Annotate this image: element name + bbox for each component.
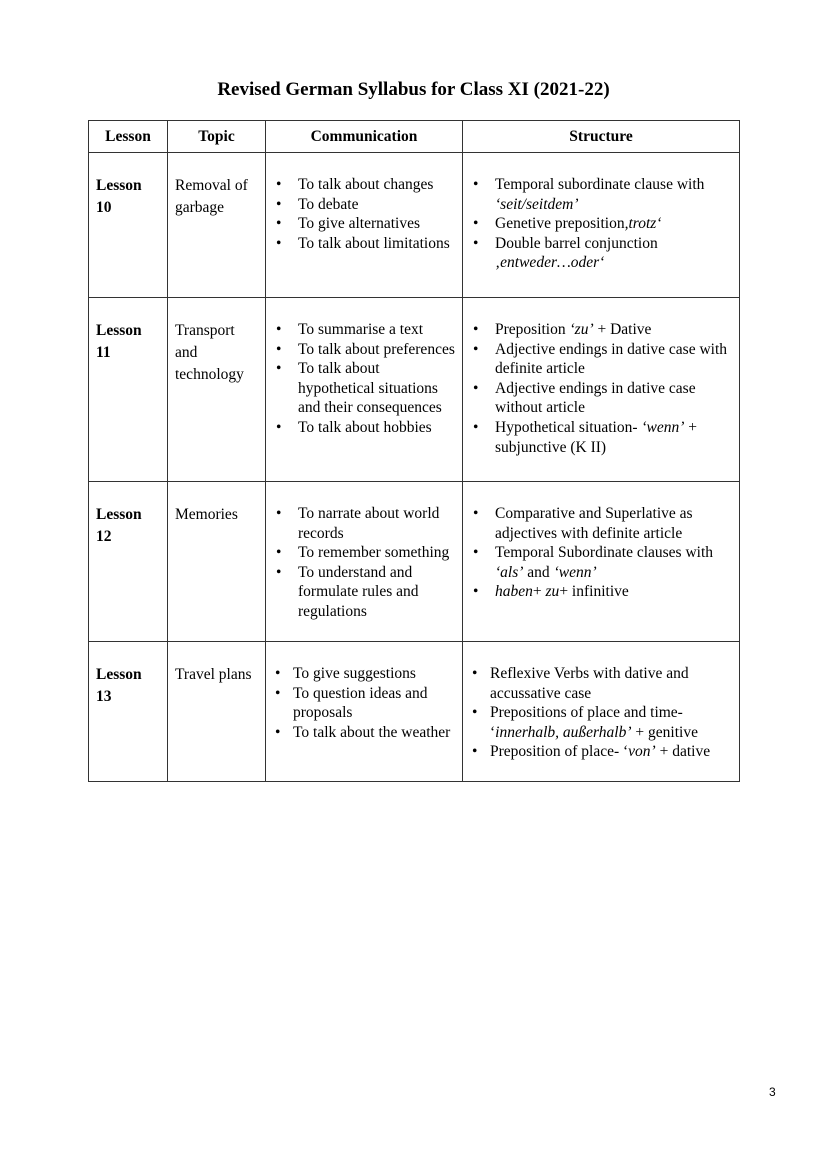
list-item: • To talk about limitations xyxy=(298,234,455,254)
italic-term: ‘wenn’ xyxy=(641,418,685,436)
list-item: • To talk about changes xyxy=(298,175,455,195)
italic-term: zu xyxy=(545,583,560,601)
communication-list xyxy=(273,320,455,438)
topic-cell: Transport and technology xyxy=(168,298,266,482)
list-item: • To talk about hobbies xyxy=(298,418,455,438)
list-item: • To talk about the weather xyxy=(293,723,455,743)
list-item: • Preposition ‘zu’ + Dative xyxy=(495,320,732,340)
italic-term: ‘seit/seitdem’ xyxy=(495,195,579,213)
lesson-cell: Lesson 10 xyxy=(89,153,168,298)
italic-term: von’ xyxy=(628,743,656,761)
list-item: • To give alternatives xyxy=(298,214,455,234)
list-item: • To narrate about world records xyxy=(298,504,455,543)
communication-cell xyxy=(266,153,463,298)
list-item: • To summarise a text xyxy=(298,320,455,340)
list-item: • haben+ zu+ infinitive xyxy=(495,582,732,602)
header-lesson: Lesson xyxy=(89,121,168,153)
list-item: • To debate xyxy=(298,195,455,215)
communication-list xyxy=(273,664,455,742)
list-item: • Hypothetical situation- ‘wenn’ + subjunctive (K II) xyxy=(495,418,732,457)
list-item: • Adjective endings in dative case without article xyxy=(495,379,732,418)
list-item: • Preposition of place- ‘von’ + dative xyxy=(490,742,732,762)
table-row xyxy=(89,298,740,482)
structure-cell xyxy=(463,482,740,642)
list-item: • Comparative and Superlative as adjectives with definite article xyxy=(495,504,732,543)
italic-term: ‘als’ xyxy=(495,563,524,581)
structure-cell xyxy=(463,642,740,782)
table-header-row xyxy=(89,121,740,153)
table-row xyxy=(89,642,740,782)
italic-term: ‘zu’ xyxy=(569,321,594,338)
italic-term: ‚entweder…oder‘ xyxy=(495,254,605,272)
list-item: • To question ideas and proposals xyxy=(293,684,455,723)
topic-cell: Memories xyxy=(168,482,266,642)
communication-cell xyxy=(266,298,463,482)
list-item: • To understand and formulate rules and regulations xyxy=(298,563,455,622)
list-item: • Prepositions of place and time- ‘innerhalb, außerhalb’ + genitive xyxy=(490,703,732,742)
list-item: • Adjective endings in dative case with definite article xyxy=(495,340,732,379)
italic-term: ‘wenn’ xyxy=(553,563,597,581)
list-item: • To remember something xyxy=(298,543,455,563)
header-communication: Communication xyxy=(266,121,463,153)
lesson-cell: Lesson 13 xyxy=(89,642,168,782)
topic-cell: Travel plans xyxy=(168,642,266,782)
communication-list xyxy=(273,504,455,622)
list-item: • To talk about hypothetical situations and their consequences xyxy=(298,359,455,418)
communication-list xyxy=(273,175,455,253)
lesson-cell: Lesson 11 xyxy=(89,298,168,482)
italic-term: haben xyxy=(495,583,533,601)
header-topic: Topic xyxy=(168,121,266,153)
structure-cell xyxy=(463,153,740,298)
communication-cell xyxy=(266,482,463,642)
header-structure: Structure xyxy=(463,121,740,153)
topic-cell: Removal of garbage xyxy=(168,153,266,298)
list-item: • Genetive preposition,trotz‘ xyxy=(495,214,732,234)
structure-list xyxy=(470,664,732,762)
list-item: • To talk about preferences xyxy=(298,340,455,360)
table-row xyxy=(89,153,740,298)
structure-cell xyxy=(463,298,740,482)
list-item: • Double barrel conjunction ‚entweder…oder‘ xyxy=(495,234,732,273)
lesson-cell: Lesson 12 xyxy=(89,482,168,642)
page-title: Revised German Syllabus for Class XI (2021-22) xyxy=(217,79,610,100)
list-item: • Temporal Subordinate clauses with ‘als’ and ‘wenn’ xyxy=(495,543,732,582)
italic-term: ,trotz‘ xyxy=(624,215,662,233)
structure-list xyxy=(470,504,732,602)
table-row xyxy=(89,482,740,642)
structure-list xyxy=(470,320,732,457)
syllabus-table xyxy=(88,120,740,782)
list-item: • Reflexive Verbs with dative and accussative case xyxy=(490,664,732,703)
structure-list xyxy=(470,175,732,273)
list-item: • Temporal subordinate clause with ‘seit/seitdem’ xyxy=(495,175,732,214)
list-item: • To give suggestions xyxy=(293,664,455,684)
italic-term: innerhalb, außerhalb’ xyxy=(495,723,632,741)
page-number: 3 xyxy=(769,1085,776,1099)
communication-cell xyxy=(266,642,463,782)
